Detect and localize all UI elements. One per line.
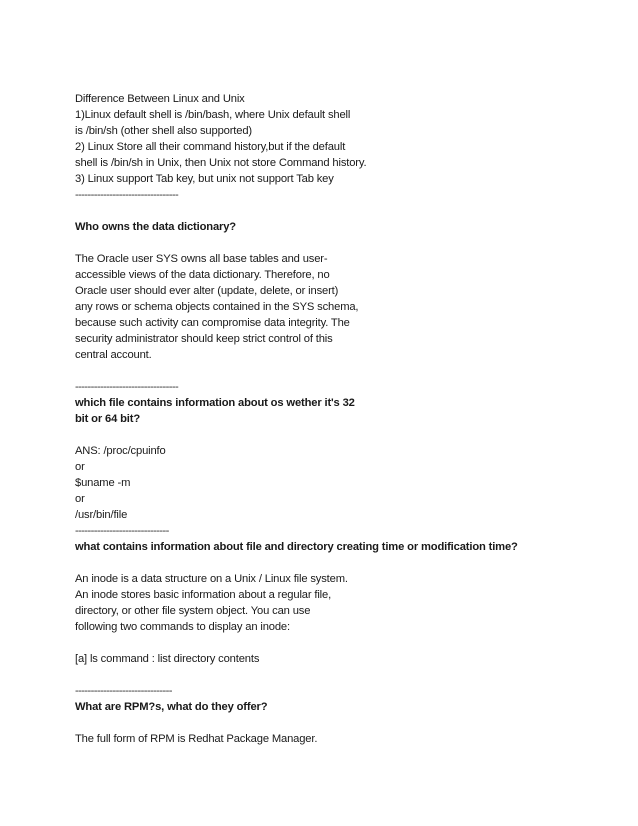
text-line: An inode is a data structure on a Unix / Linux file system. xyxy=(75,573,348,585)
text-line: shell is /bin/sh in Unix, then Unix not store Command history. xyxy=(75,157,367,169)
section-heading: which file contains information about os wether it's 32 xyxy=(75,397,355,409)
blank-line xyxy=(75,235,595,251)
text-line: directory, or other file system object. You can use xyxy=(75,605,311,617)
text-line: Difference Between Linux and Unix xyxy=(75,93,245,105)
text-line: ANS: /proc/cpuinfo xyxy=(75,445,166,457)
document-page xyxy=(75,91,595,747)
blank-line xyxy=(75,555,595,571)
text-line: central account. xyxy=(75,349,152,361)
text-line: 3) Linux support Tab key, but unix not support Tab key xyxy=(75,173,334,185)
text-line: is /bin/sh (other shell also supported) xyxy=(75,125,252,137)
blank-line xyxy=(75,667,595,683)
blank-line xyxy=(75,203,595,219)
text-line: any rows or schema objects contained in the SYS schema, xyxy=(75,301,359,313)
separator-rule: ------------------------------ xyxy=(75,525,169,537)
text-line: An inode stores basic information about a regular file, xyxy=(75,589,332,601)
text-line: or xyxy=(75,461,85,473)
separator-rule: ------------------------------- xyxy=(75,685,172,697)
separator-rule: --------------------------------- xyxy=(75,381,179,393)
text-line: Oracle user should ever alter (update, delete, or insert) xyxy=(75,285,339,297)
text-line: The full form of RPM is Redhat Package Manager. xyxy=(75,733,318,745)
section-heading: bit or 64 bit? xyxy=(75,413,141,425)
text-line: because such activity can compromise data integrity. The xyxy=(75,317,350,329)
text-line: $uname -m xyxy=(75,477,131,489)
text-line: or xyxy=(75,493,85,505)
text-line: following two commands to display an inode: xyxy=(75,621,290,633)
text-line: accessible views of the data dictionary. Therefore, no xyxy=(75,269,330,281)
text-line: /usr/bin/file xyxy=(75,509,128,521)
blank-line xyxy=(75,363,595,379)
blank-line xyxy=(75,427,595,443)
text-line: [a] ls command : list directory contents xyxy=(75,653,260,665)
text-line: The Oracle user SYS owns all base tables and user- xyxy=(75,253,328,265)
section-heading: What are RPM?s, what do they offer? xyxy=(75,701,268,713)
blank-line xyxy=(75,715,595,731)
text-line: 2) Linux Store all their command history,but if the default xyxy=(75,141,346,153)
separator-rule: --------------------------------- xyxy=(75,189,179,201)
blank-line xyxy=(75,635,595,651)
text-line: security administrator should keep strict control of this xyxy=(75,333,333,345)
section-heading: what contains information about file and directory creating time or modification time? xyxy=(75,541,518,553)
section-heading: Who owns the data dictionary? xyxy=(75,221,236,233)
text-line: 1)Linux default shell is /bin/bash, where Unix default shell xyxy=(75,109,351,121)
